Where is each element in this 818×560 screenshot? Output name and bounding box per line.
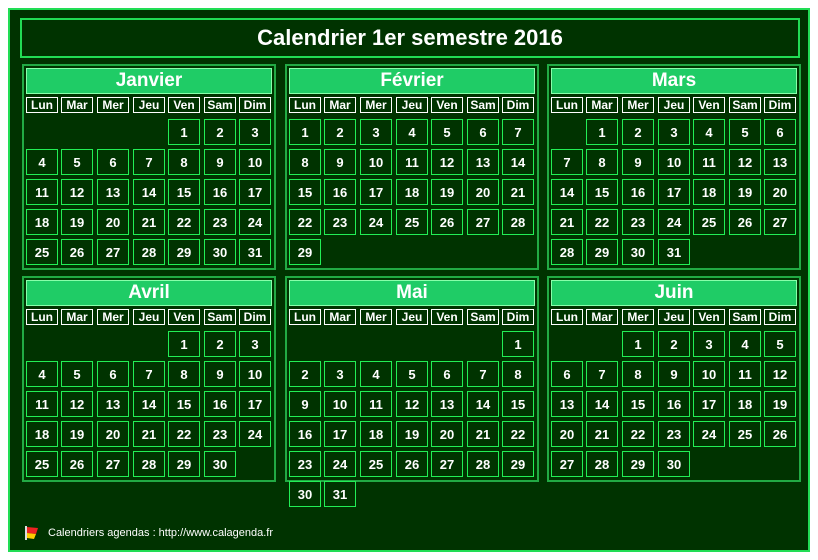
day-cell: 8 bbox=[168, 361, 200, 387]
day-cell: 30 bbox=[204, 451, 236, 477]
day-cell: 21 bbox=[133, 421, 165, 447]
day-cell: 26 bbox=[729, 209, 761, 235]
day-cell: 15 bbox=[168, 179, 200, 205]
day-cell: 15 bbox=[168, 391, 200, 417]
day-cell: 31 bbox=[324, 481, 356, 507]
day-cell: 7 bbox=[586, 361, 618, 387]
day-cell: 4 bbox=[693, 119, 725, 145]
weekday-label: Mer bbox=[360, 309, 392, 325]
day-cell: 25 bbox=[396, 209, 428, 235]
day-cell: 22 bbox=[168, 421, 200, 447]
day-cell: 31 bbox=[239, 239, 271, 265]
month-block bbox=[22, 64, 276, 270]
weekday-label: Jeu bbox=[658, 97, 690, 113]
day-cell: 11 bbox=[693, 149, 725, 175]
day-cell: 21 bbox=[551, 209, 583, 235]
weekday-label: Mar bbox=[586, 97, 618, 113]
day-cell: 6 bbox=[97, 149, 129, 175]
day-cell: 3 bbox=[360, 119, 392, 145]
day-cell: 20 bbox=[764, 179, 796, 205]
day-cell: 17 bbox=[360, 179, 392, 205]
weekday-label: Ven bbox=[693, 309, 725, 325]
day-cell: 14 bbox=[502, 149, 534, 175]
day-cell: 11 bbox=[360, 391, 392, 417]
day-cell: 27 bbox=[431, 451, 463, 477]
day-cell: 7 bbox=[133, 149, 165, 175]
month-name: Mai bbox=[289, 280, 535, 306]
day-cell: 12 bbox=[396, 391, 428, 417]
day-cell: 9 bbox=[658, 361, 690, 387]
day-cell: 12 bbox=[61, 391, 93, 417]
day-cell: 20 bbox=[431, 421, 463, 447]
day-cell: 7 bbox=[467, 361, 499, 387]
day-cell: 1 bbox=[502, 331, 534, 357]
weekday-label: Mer bbox=[622, 309, 654, 325]
weekday-label: Sam bbox=[729, 97, 761, 113]
day-cell: 24 bbox=[239, 421, 271, 447]
weekday-label: Dim bbox=[239, 97, 271, 113]
day-cell: 23 bbox=[658, 421, 690, 447]
weekday-label: Lun bbox=[551, 97, 583, 113]
day-cell: 17 bbox=[239, 179, 271, 205]
day-cell: 7 bbox=[133, 361, 165, 387]
day-cell: 10 bbox=[239, 361, 271, 387]
day-cell: 19 bbox=[764, 391, 796, 417]
month-block bbox=[547, 276, 801, 482]
flag-icon bbox=[24, 525, 40, 541]
day-cell: 13 bbox=[97, 179, 129, 205]
day-cell: 5 bbox=[61, 149, 93, 175]
footer bbox=[24, 523, 273, 543]
day-cell: 29 bbox=[622, 451, 654, 477]
day-cell: 16 bbox=[204, 179, 236, 205]
day-cell: 14 bbox=[133, 179, 165, 205]
weekday-label: Mar bbox=[324, 97, 356, 113]
day-cell: 16 bbox=[658, 391, 690, 417]
day-cell: 29 bbox=[168, 239, 200, 265]
weekday-label: Lun bbox=[26, 97, 58, 113]
day-cell: 28 bbox=[133, 451, 165, 477]
day-cell: 12 bbox=[61, 179, 93, 205]
page-title: Calendrier 1er semestre 2016 bbox=[20, 18, 800, 58]
weekday-label: Sam bbox=[467, 97, 499, 113]
day-cell: 22 bbox=[168, 209, 200, 235]
day-cell: 18 bbox=[396, 179, 428, 205]
day-cell: 21 bbox=[586, 421, 618, 447]
day-cell: 15 bbox=[622, 391, 654, 417]
day-cell: 12 bbox=[729, 149, 761, 175]
day-cell: 30 bbox=[289, 481, 321, 507]
footer-link[interactable]: Calendriers agendas : http://www.calagenda.fr bbox=[48, 527, 274, 539]
day-cell: 13 bbox=[764, 149, 796, 175]
day-cell: 22 bbox=[586, 209, 618, 235]
month-block bbox=[285, 276, 539, 502]
day-cell: 23 bbox=[204, 209, 236, 235]
day-cell: 14 bbox=[551, 179, 583, 205]
weekday-label: Ven bbox=[693, 97, 725, 113]
day-cell: 15 bbox=[289, 179, 321, 205]
weekday-label: Jeu bbox=[658, 309, 690, 325]
day-cell: 27 bbox=[551, 451, 583, 477]
day-cell: 6 bbox=[551, 361, 583, 387]
weekday-label: Ven bbox=[431, 309, 463, 325]
day-cell: 27 bbox=[764, 209, 796, 235]
weekday-label: Sam bbox=[204, 97, 236, 113]
month-name: Mars bbox=[551, 68, 797, 94]
weekday-label: Jeu bbox=[133, 309, 165, 325]
day-cell: 30 bbox=[622, 239, 654, 265]
day-cell: 25 bbox=[26, 451, 58, 477]
day-cell: 15 bbox=[502, 391, 534, 417]
day-cell: 2 bbox=[658, 331, 690, 357]
weekday-label: Lun bbox=[289, 309, 321, 325]
day-cell: 28 bbox=[133, 239, 165, 265]
weekday-label: Sam bbox=[204, 309, 236, 325]
day-cell: 4 bbox=[26, 361, 58, 387]
day-cell: 30 bbox=[204, 239, 236, 265]
day-cell: 21 bbox=[467, 421, 499, 447]
day-cell: 18 bbox=[26, 421, 58, 447]
day-cell: 17 bbox=[239, 391, 271, 417]
day-cell: 10 bbox=[324, 391, 356, 417]
day-cell: 9 bbox=[622, 149, 654, 175]
day-cell: 20 bbox=[551, 421, 583, 447]
day-cell: 23 bbox=[204, 421, 236, 447]
calendar-page bbox=[8, 8, 810, 552]
day-cell: 1 bbox=[622, 331, 654, 357]
weekday-label: Sam bbox=[467, 309, 499, 325]
weekday-label: Lun bbox=[289, 97, 321, 113]
day-cell: 19 bbox=[396, 421, 428, 447]
day-cell: 27 bbox=[97, 451, 129, 477]
day-cell: 2 bbox=[204, 331, 236, 357]
day-cell: 24 bbox=[658, 209, 690, 235]
weekday-label: Mar bbox=[61, 97, 93, 113]
day-cell: 21 bbox=[133, 209, 165, 235]
day-cell: 15 bbox=[586, 179, 618, 205]
day-cell: 9 bbox=[204, 361, 236, 387]
day-cell: 22 bbox=[622, 421, 654, 447]
day-cell: 25 bbox=[693, 209, 725, 235]
day-cell: 3 bbox=[239, 331, 271, 357]
day-cell: 25 bbox=[729, 421, 761, 447]
day-cell: 28 bbox=[551, 239, 583, 265]
weekday-label: Mar bbox=[586, 309, 618, 325]
month-block bbox=[22, 276, 276, 482]
day-cell: 5 bbox=[431, 119, 463, 145]
day-cell: 1 bbox=[289, 119, 321, 145]
weekday-label: Mer bbox=[622, 97, 654, 113]
day-cell: 18 bbox=[26, 209, 58, 235]
weekday-label: Lun bbox=[26, 309, 58, 325]
day-cell: 6 bbox=[467, 119, 499, 145]
day-cell: 21 bbox=[502, 179, 534, 205]
day-cell: 2 bbox=[204, 119, 236, 145]
day-cell: 4 bbox=[729, 331, 761, 357]
day-cell: 23 bbox=[324, 209, 356, 235]
day-cell: 22 bbox=[289, 209, 321, 235]
weekday-label: Dim bbox=[239, 309, 271, 325]
weekday-label: Mer bbox=[360, 97, 392, 113]
day-cell: 29 bbox=[502, 451, 534, 477]
day-cell: 26 bbox=[61, 451, 93, 477]
day-cell: 30 bbox=[658, 451, 690, 477]
day-cell: 26 bbox=[396, 451, 428, 477]
day-cell: 10 bbox=[239, 149, 271, 175]
day-cell: 11 bbox=[729, 361, 761, 387]
day-cell: 24 bbox=[239, 209, 271, 235]
day-cell: 11 bbox=[26, 179, 58, 205]
day-cell: 14 bbox=[467, 391, 499, 417]
weekday-label: Dim bbox=[764, 97, 796, 113]
day-cell: 19 bbox=[61, 421, 93, 447]
day-cell: 8 bbox=[168, 149, 200, 175]
weekday-label: Dim bbox=[502, 309, 534, 325]
day-cell: 29 bbox=[168, 451, 200, 477]
day-cell: 11 bbox=[396, 149, 428, 175]
day-cell: 25 bbox=[26, 239, 58, 265]
day-cell: 12 bbox=[764, 361, 796, 387]
month-name: Janvier bbox=[26, 68, 272, 94]
day-cell: 2 bbox=[622, 119, 654, 145]
day-cell: 6 bbox=[97, 361, 129, 387]
day-cell: 5 bbox=[61, 361, 93, 387]
day-cell: 13 bbox=[431, 391, 463, 417]
day-cell: 31 bbox=[658, 239, 690, 265]
day-cell: 1 bbox=[168, 331, 200, 357]
day-cell: 22 bbox=[502, 421, 534, 447]
day-cell: 17 bbox=[658, 179, 690, 205]
day-cell: 8 bbox=[289, 149, 321, 175]
weekday-label: Jeu bbox=[396, 97, 428, 113]
day-cell: 1 bbox=[168, 119, 200, 145]
day-cell: 20 bbox=[467, 179, 499, 205]
weekday-label: Ven bbox=[431, 97, 463, 113]
day-cell: 16 bbox=[204, 391, 236, 417]
weekday-label: Dim bbox=[764, 309, 796, 325]
day-cell: 10 bbox=[360, 149, 392, 175]
day-cell: 13 bbox=[551, 391, 583, 417]
day-cell: 17 bbox=[693, 391, 725, 417]
day-cell: 23 bbox=[622, 209, 654, 235]
weekday-label: Mar bbox=[61, 309, 93, 325]
weekday-label: Jeu bbox=[133, 97, 165, 113]
day-cell: 18 bbox=[693, 179, 725, 205]
month-block bbox=[547, 64, 801, 270]
day-cell: 4 bbox=[360, 361, 392, 387]
day-cell: 27 bbox=[97, 239, 129, 265]
day-cell: 20 bbox=[97, 209, 129, 235]
day-cell: 16 bbox=[289, 421, 321, 447]
weekday-label: Lun bbox=[551, 309, 583, 325]
day-cell: 26 bbox=[764, 421, 796, 447]
day-cell: 23 bbox=[289, 451, 321, 477]
day-cell: 19 bbox=[431, 179, 463, 205]
day-cell: 14 bbox=[586, 391, 618, 417]
day-cell: 7 bbox=[551, 149, 583, 175]
weekday-label: Mer bbox=[97, 309, 129, 325]
day-cell: 13 bbox=[97, 391, 129, 417]
day-cell: 26 bbox=[431, 209, 463, 235]
weekday-label: Jeu bbox=[396, 309, 428, 325]
day-cell: 18 bbox=[360, 421, 392, 447]
weekday-label: Ven bbox=[168, 309, 200, 325]
day-cell: 6 bbox=[764, 119, 796, 145]
day-cell: 2 bbox=[324, 119, 356, 145]
day-cell: 5 bbox=[396, 361, 428, 387]
day-cell: 24 bbox=[324, 451, 356, 477]
day-cell: 24 bbox=[693, 421, 725, 447]
day-cell: 29 bbox=[586, 239, 618, 265]
day-cell: 20 bbox=[97, 421, 129, 447]
month-name: Juin bbox=[551, 280, 797, 306]
day-cell: 28 bbox=[467, 451, 499, 477]
day-cell: 24 bbox=[360, 209, 392, 235]
weekday-label: Mer bbox=[97, 97, 129, 113]
day-cell: 3 bbox=[324, 361, 356, 387]
day-cell: 13 bbox=[467, 149, 499, 175]
day-cell: 16 bbox=[324, 179, 356, 205]
day-cell: 3 bbox=[658, 119, 690, 145]
day-cell: 3 bbox=[693, 331, 725, 357]
day-cell: 5 bbox=[764, 331, 796, 357]
month-name: Février bbox=[289, 68, 535, 94]
day-cell: 2 bbox=[289, 361, 321, 387]
day-cell: 19 bbox=[61, 209, 93, 235]
day-cell: 25 bbox=[360, 451, 392, 477]
day-cell: 10 bbox=[658, 149, 690, 175]
day-cell: 11 bbox=[26, 391, 58, 417]
day-cell: 4 bbox=[396, 119, 428, 145]
day-cell: 18 bbox=[729, 391, 761, 417]
day-cell: 4 bbox=[26, 149, 58, 175]
day-cell: 9 bbox=[324, 149, 356, 175]
weekday-label: Mar bbox=[324, 309, 356, 325]
day-cell: 10 bbox=[693, 361, 725, 387]
month-name: Avril bbox=[26, 280, 272, 306]
day-cell: 8 bbox=[502, 361, 534, 387]
weekday-label: Dim bbox=[502, 97, 534, 113]
day-cell: 28 bbox=[586, 451, 618, 477]
day-cell: 6 bbox=[431, 361, 463, 387]
day-cell: 7 bbox=[502, 119, 534, 145]
day-cell: 28 bbox=[502, 209, 534, 235]
day-cell: 16 bbox=[622, 179, 654, 205]
day-cell: 1 bbox=[586, 119, 618, 145]
day-cell: 8 bbox=[622, 361, 654, 387]
day-cell: 27 bbox=[467, 209, 499, 235]
day-cell: 17 bbox=[324, 421, 356, 447]
weekday-label: Ven bbox=[168, 97, 200, 113]
day-cell: 9 bbox=[204, 149, 236, 175]
day-cell: 26 bbox=[61, 239, 93, 265]
day-cell: 29 bbox=[289, 239, 321, 265]
month-block bbox=[285, 64, 539, 270]
day-cell: 14 bbox=[133, 391, 165, 417]
day-cell: 12 bbox=[431, 149, 463, 175]
weekday-label: Sam bbox=[729, 309, 761, 325]
day-cell: 8 bbox=[586, 149, 618, 175]
day-cell: 19 bbox=[729, 179, 761, 205]
day-cell: 3 bbox=[239, 119, 271, 145]
day-cell: 9 bbox=[289, 391, 321, 417]
day-cell: 5 bbox=[729, 119, 761, 145]
